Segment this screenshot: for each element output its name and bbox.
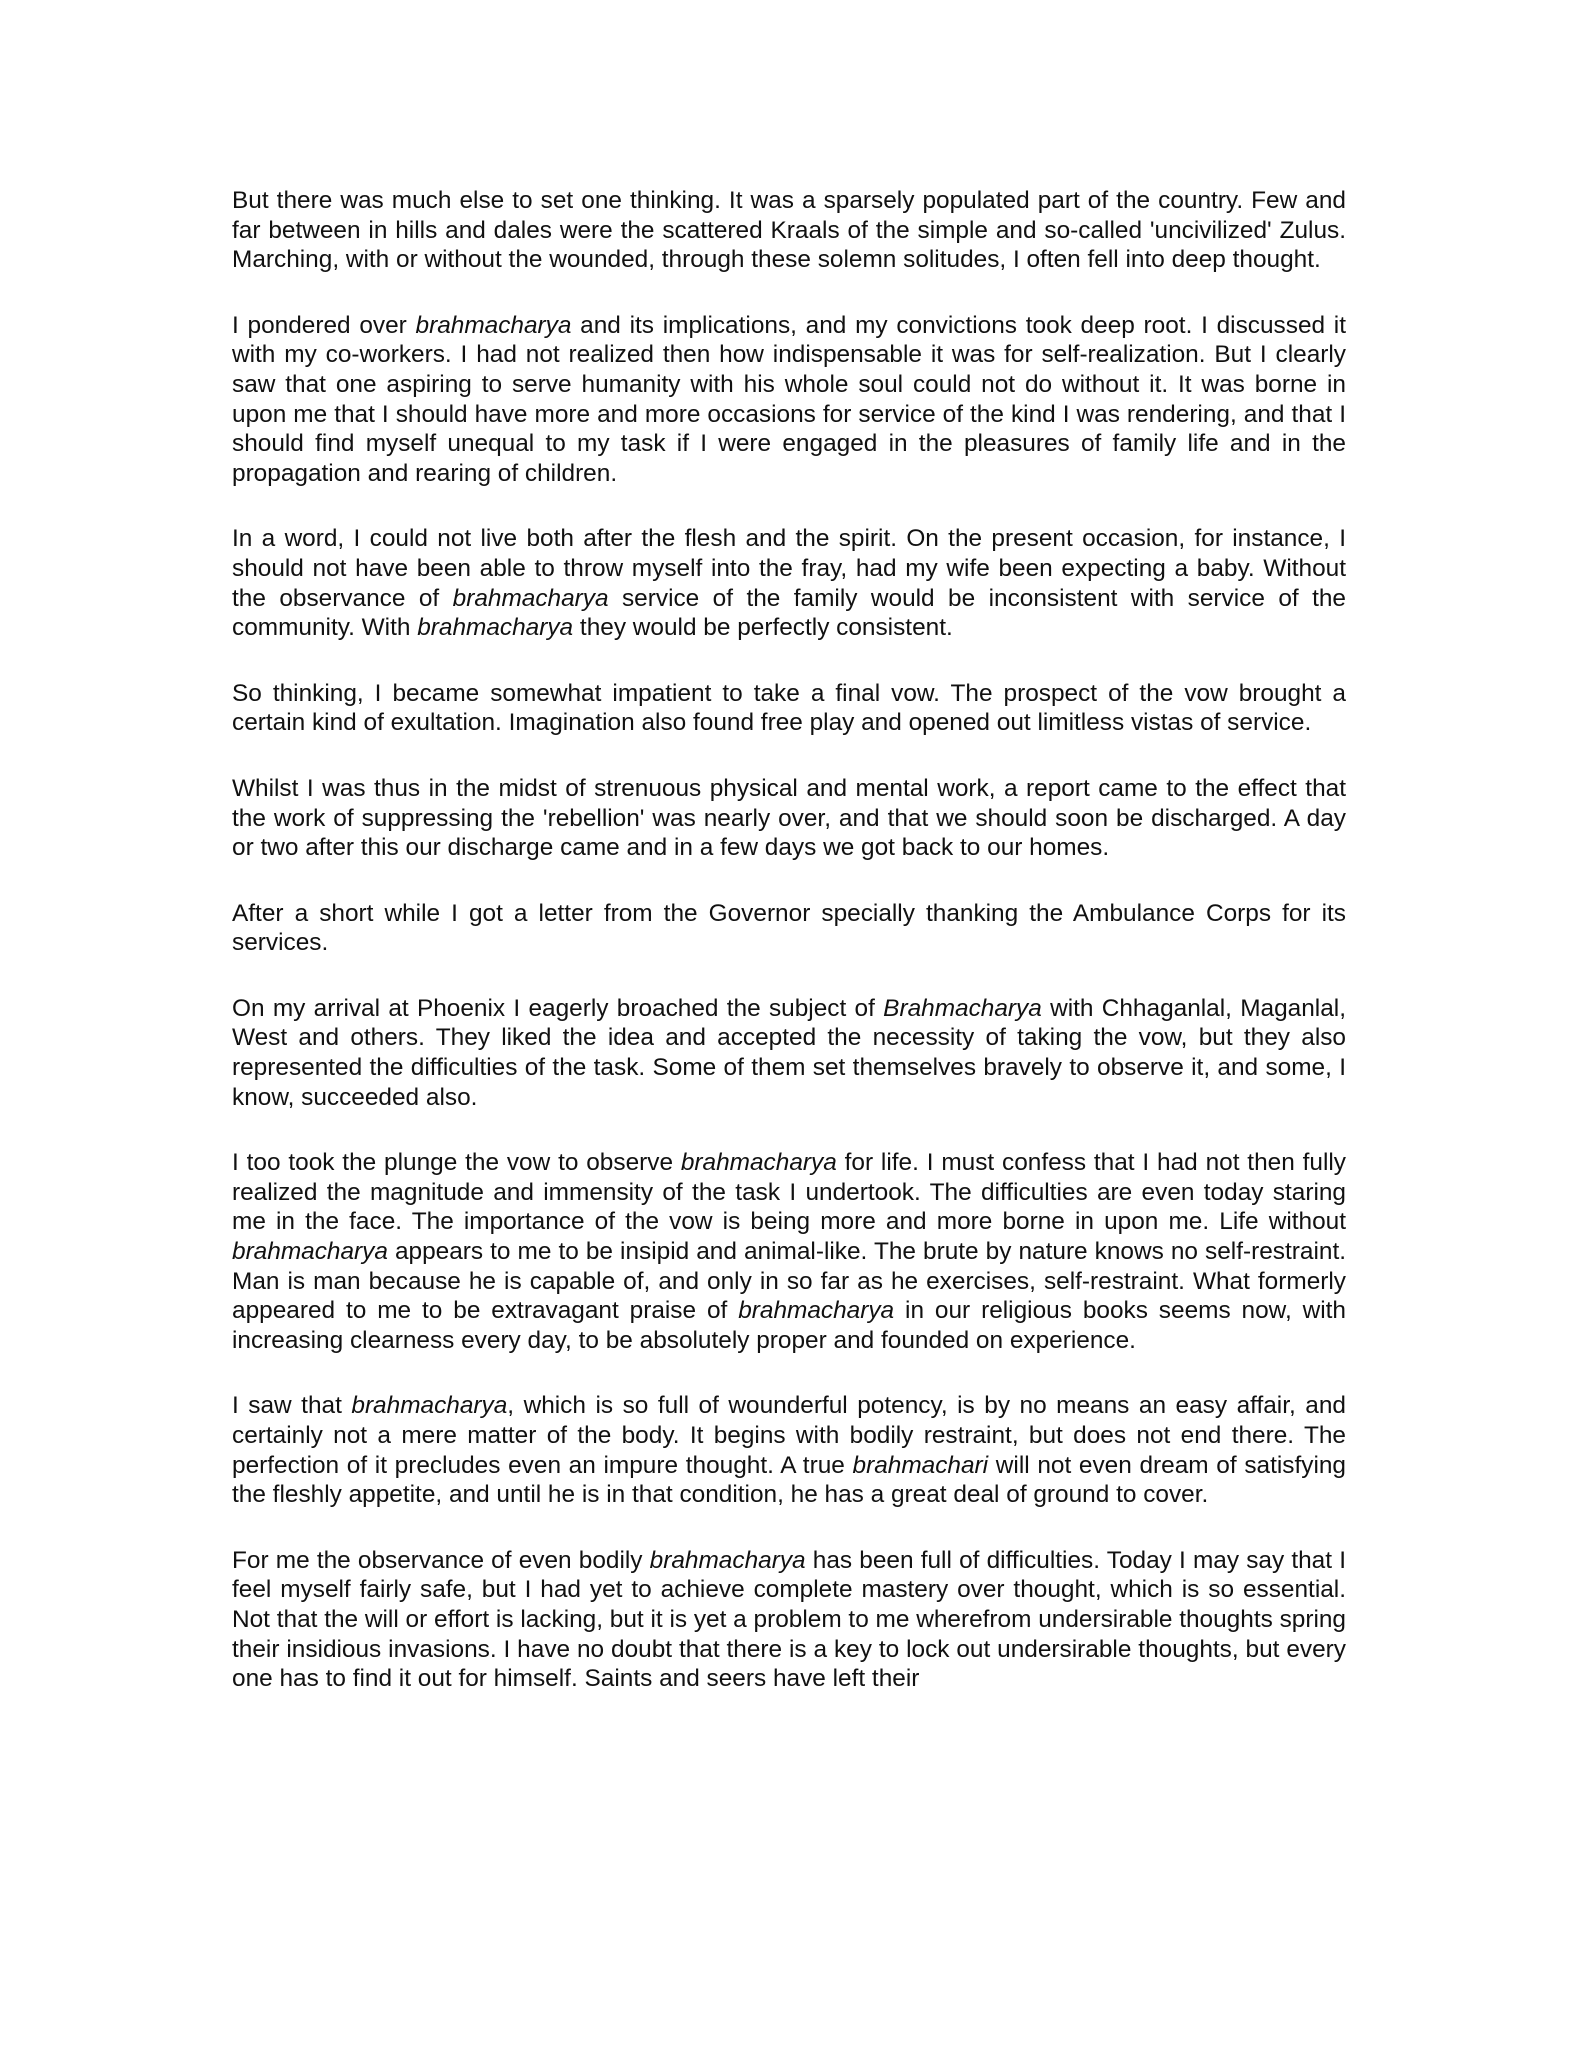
text-segment: service of the family would be inconsistent with service of the community. With bbox=[232, 584, 1346, 642]
italic-term: brahmacharya bbox=[232, 1238, 388, 1266]
paragraph bbox=[232, 679, 1346, 738]
text-segment: But there was much else to set one thinking. It was a sparsely populated part of the country. Few and far between in hills and dales were the scattered Kraals of the simple and so-called 'uncivilized' Zulus. Marching, with or without the wounded, through these solemn solitudes, I often fell into deep thought. bbox=[232, 187, 1346, 274]
text-segment: has been full of difficulties. Today I may say that I feel myself fairly safe, but I had yet to achieve complete mastery over thought, which is so essential. Not that the will or effort is lacking, but it is yet a problem to me wherefrom undersirable thoughts spring their insidious invasions. I have no doubt that there is a key to lock out undersirable thoughts, but every one has to find it out for himself. Saints and seers have left their bbox=[232, 1546, 1346, 1693]
text-segment: I too took the plunge the vow to observe bbox=[232, 1149, 681, 1177]
italic-term: brahmacharya bbox=[649, 1546, 806, 1574]
text-segment: will not even dream of satisfying the fleshly appetite, and until he is in that condition, he has a great deal of ground to cover. bbox=[232, 1451, 1346, 1509]
italic-term: brahmacharya bbox=[351, 1392, 508, 1420]
italic-term: brahmacharya bbox=[417, 614, 574, 642]
document-body bbox=[232, 186, 1346, 1694]
text-segment: and its implications, and my convictions took deep root. I discussed it with my co-workers. I had not realized then how indispensable it was for self-realization. But I clearly saw that one aspiring to serve humanity with his whole soul could not do without it. It was borne in upon me that I should have more and more occasions for service of the kind I was rendering, and that I should find myself unequal to my task if I were engaged in the pleasures of family life and in the propagation and rearing of children. bbox=[232, 311, 1346, 487]
italic-term: brahmachari bbox=[852, 1451, 989, 1479]
text-segment: So thinking, I became somewhat impatient to take a final vow. The prospect of the vow brought a certain kind of exultation. Imagination also found free play and opened out limitless vistas of service. bbox=[232, 679, 1346, 737]
italic-term: Brahmacharya bbox=[883, 994, 1042, 1022]
text-segment: I saw that bbox=[232, 1392, 352, 1420]
paragraph bbox=[232, 186, 1346, 275]
italic-term: brahmacharya bbox=[415, 311, 572, 339]
paragraph bbox=[232, 994, 1346, 1112]
paragraph bbox=[232, 1546, 1346, 1694]
italic-term: brahmacharya bbox=[738, 1297, 895, 1325]
text-segment: After a short while I got a letter from the Governor specially thanking the Ambulance Corps for its services. bbox=[232, 899, 1346, 957]
text-segment: I pondered over bbox=[232, 311, 416, 339]
text-segment: Whilst I was thus in the midst of strenuous physical and mental work, a report came to the effect that the work of suppressing the 'rebellion' was nearly over, and that we should soon be discharged. A day or two after this our discharge came and in a few days we got back to our homes. bbox=[232, 774, 1346, 862]
text-segment: for life. I must confess that I had not then fully realized the magnitude and immensity of the task I undertook. The difficulties are even today staring me in the face. The importance of the vow is being more and more borne in upon me. Life without bbox=[232, 1149, 1346, 1236]
text-segment: with Chhaganlal, Maganlal, West and others. They liked the idea and accepted the necessity of taking the vow, but they also represented the difficulties of the task. Some of them set themselves bravely to observe it, and some, I know, succeeded also. bbox=[232, 994, 1346, 1111]
text-segment: For me the observance of even bodily bbox=[232, 1546, 650, 1574]
italic-term: brahmacharya bbox=[452, 584, 609, 612]
paragraph bbox=[232, 1391, 1346, 1509]
text-segment: On my arrival at Phoenix I eagerly broached the subject of bbox=[232, 994, 884, 1022]
paragraph bbox=[232, 524, 1346, 642]
paragraph bbox=[232, 774, 1346, 863]
italic-term: brahmacharya bbox=[680, 1149, 837, 1177]
text-segment: , which is so full of wounderful potency, is by no means an easy affair, and certainly not a mere matter of the body. It begins with bodily restraint, but does not end there. The perfection of it precludes even an impure thought. A true bbox=[232, 1392, 1346, 1479]
text-segment: In a word, I could not live both after the flesh and the spirit. On the present occasion, for instance, I should not have been able to throw myself into the fray, had my wife been expecting a baby. Without the observance of bbox=[232, 525, 1346, 612]
text-segment: in our religious books seems now, with increasing clearness every day, to be absolutely proper and founded on experience. bbox=[232, 1297, 1346, 1354]
paragraph bbox=[232, 899, 1346, 958]
paragraph bbox=[232, 1148, 1346, 1355]
text-segment: they would be perfectly consistent. bbox=[573, 614, 953, 642]
paragraph bbox=[232, 311, 1346, 489]
text-segment: appears to me to be insipid and animal-like. The brute by nature knows no self-restraint. Man is man because he is capable of, and only in so far as he exercises, self-restraint. What formerly appeared to me to be extravagant praise of bbox=[232, 1238, 1346, 1325]
